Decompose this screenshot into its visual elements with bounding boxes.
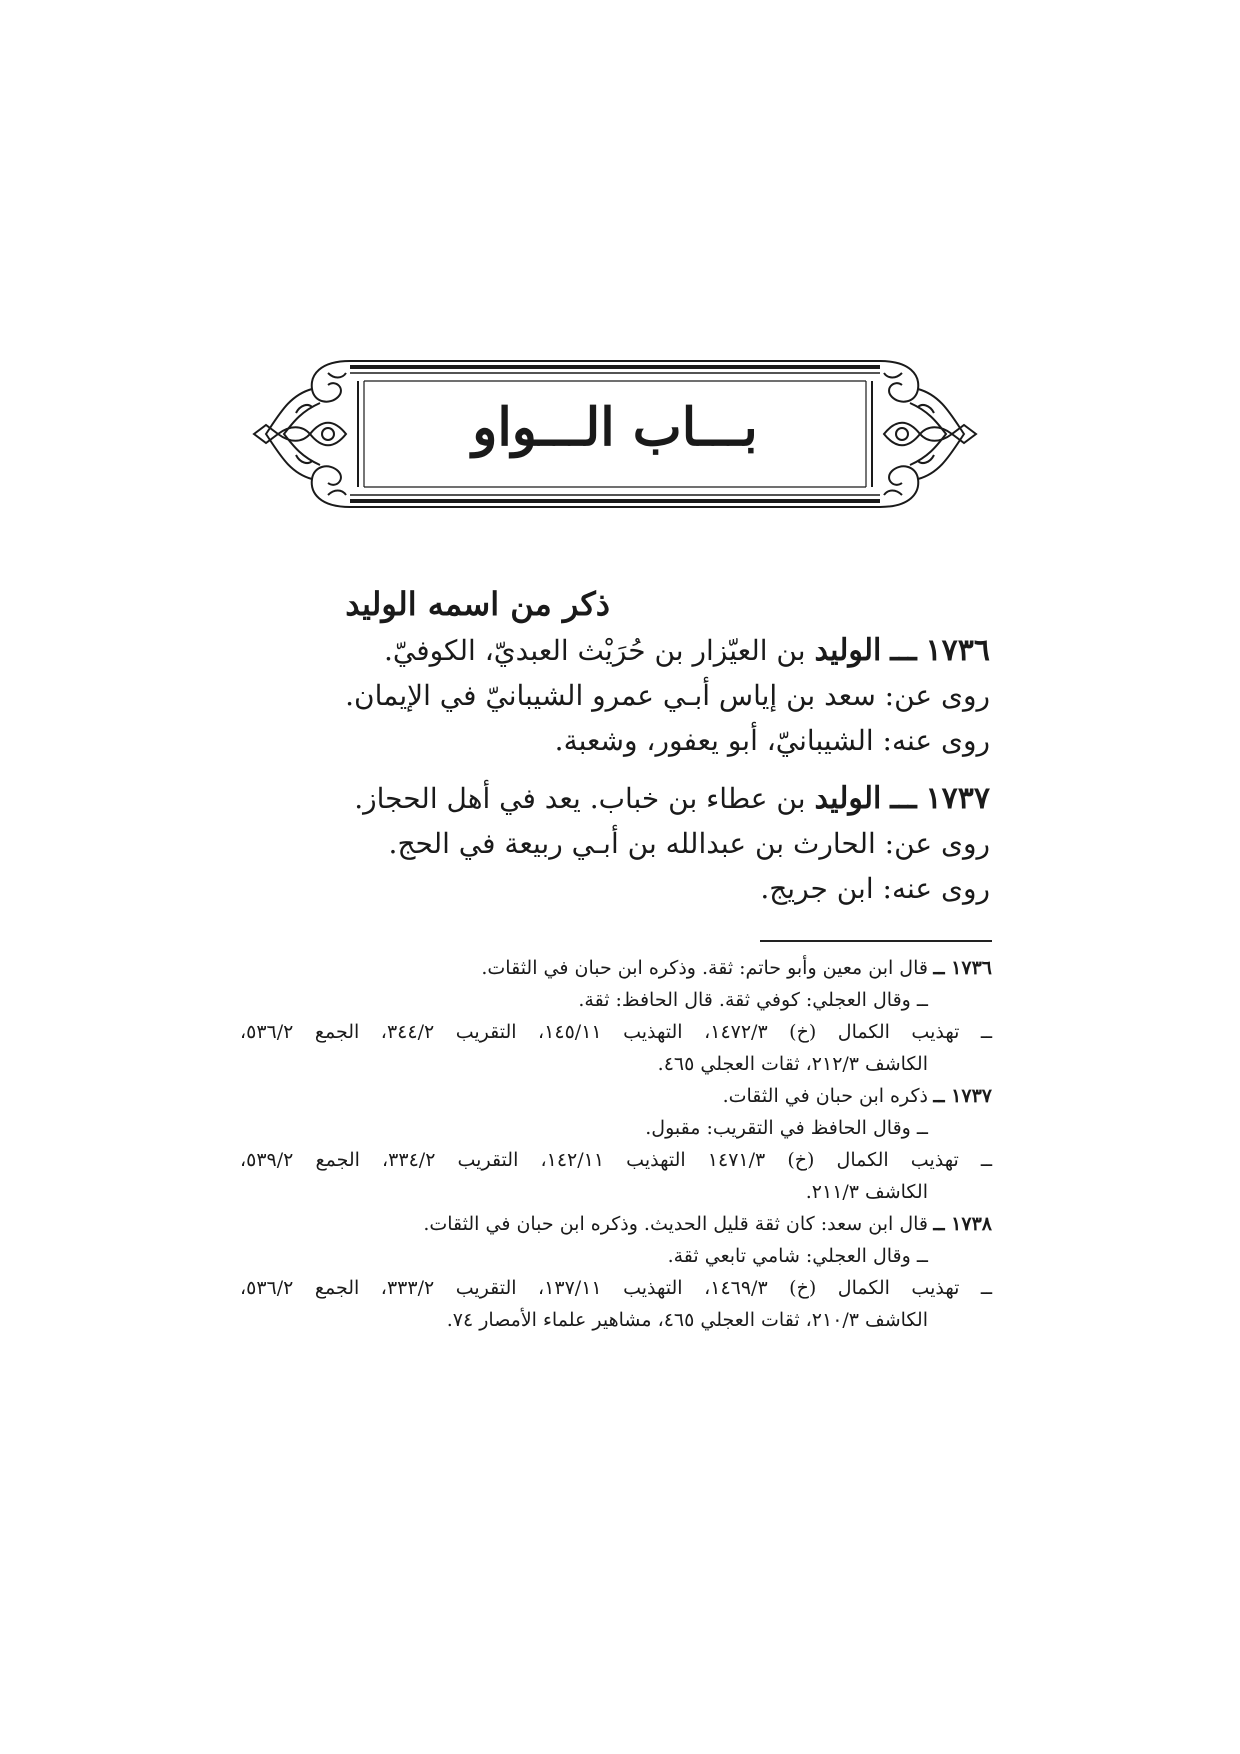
spacer [340,763,990,777]
footnote-line: ــ تهذيب الكمال (خ) ١٤٧١/٣ التهذيب ١٤٢/١١، التقريب ٣٣٤/٢، الجمع ٥٣٩/٢، [240,1149,993,1171]
entry-heading [340,629,990,673]
footnote-number: ١٧٣٦ ــ [933,957,992,979]
footnote-line: ــ وقال الحافظ في التقريب: مقبول. [645,1117,928,1139]
footnote-line: الكاشف ٢١٢/٣، ثقات العجلي ٤٦٥. [657,1053,928,1075]
entry-lineage: بن عطاء بن خباب. يعد في أهل الحجاز. [354,782,815,815]
narrated-from: روى عن: الحارث بن عبدالله بن أبـي ربيعة في الحج. [388,827,990,860]
footnotes [240,952,992,1336]
entry-lineage: بن العيّزار بن حُرَيْث العبديّ، الكوفيّ. [383,634,815,667]
entry-number: ١٧٣٧ [925,781,990,816]
entry-name: الوليد [814,781,882,816]
entry-heading [340,777,990,821]
entry-1737 [340,777,990,911]
footnote-number: ١٧٣٨ ــ [933,1213,992,1235]
footnote-line: ــ وقال العجلي: كوفي ثقة. قال الحافظ: ثقة. [578,989,928,1011]
footnote-1737 [240,1080,992,1208]
chapter-frame [250,355,980,513]
footnote-line: ــ وقال العجلي: شامي تابعي ثقة. [667,1245,928,1267]
entry-name: الوليد [814,633,882,668]
narrated-by: روى عنه: الشيبانيّ، أبو يعفور، وشعبة. [554,724,990,757]
footnote-line: قال ابن سعد: كان ثقة قليل الحديث. وذكره ابن حبان في الثقات. [423,1213,928,1235]
footnote-1738 [240,1208,992,1336]
footnote-line: ذكره ابن حبان في الثقات. [722,1085,928,1107]
footnote-separator [760,940,992,942]
entry-dash: ـــ [890,781,917,816]
footnote-line: ــ تهذيب الكمال (خ) ١٤٧٢/٣، التهذيب ١٤٥/١١، التقريب ٣٤٤/٢، الجمع ٥٣٦/٢، [240,1021,993,1043]
narrated-from: روى عن: سعد بن إياس أبـي عمرو الشيبانيّ في الإيمان. [345,679,990,712]
main-text [340,585,990,911]
footnote-line: الكاشف ٢١١/٣. [805,1181,928,1203]
footnote-number: ١٧٣٧ ــ [933,1085,992,1107]
footnote-line: ــ تهذيب الكمال (خ) ١٤٦٩/٣، التهذيب ١٣٧/١١، التقريب ٣٣٣/٢، الجمع ٥٣٦/٢، [240,1277,993,1299]
chapter-title: بـــاب الـــواو [472,397,758,458]
entry-number: ١٧٣٦ [925,633,990,668]
entry-1736 [340,629,990,763]
section-heading: ذكر من اسمه الوليد [345,585,610,623]
footnote-1736 [240,952,992,1080]
narrated-by: روى عنه: ابن جريج. [760,872,990,905]
footnote-line: قال ابن معين وأبو حاتم: ثقة. وذكره ابن حبان في الثقات. [481,957,928,979]
entry-dash: ـــ [890,633,917,668]
footnote-line: الكاشف ٢١٠/٣، ثقات العجلي ٤٦٥، مشاهير علماء الأمصار ٧٤. [446,1309,928,1331]
